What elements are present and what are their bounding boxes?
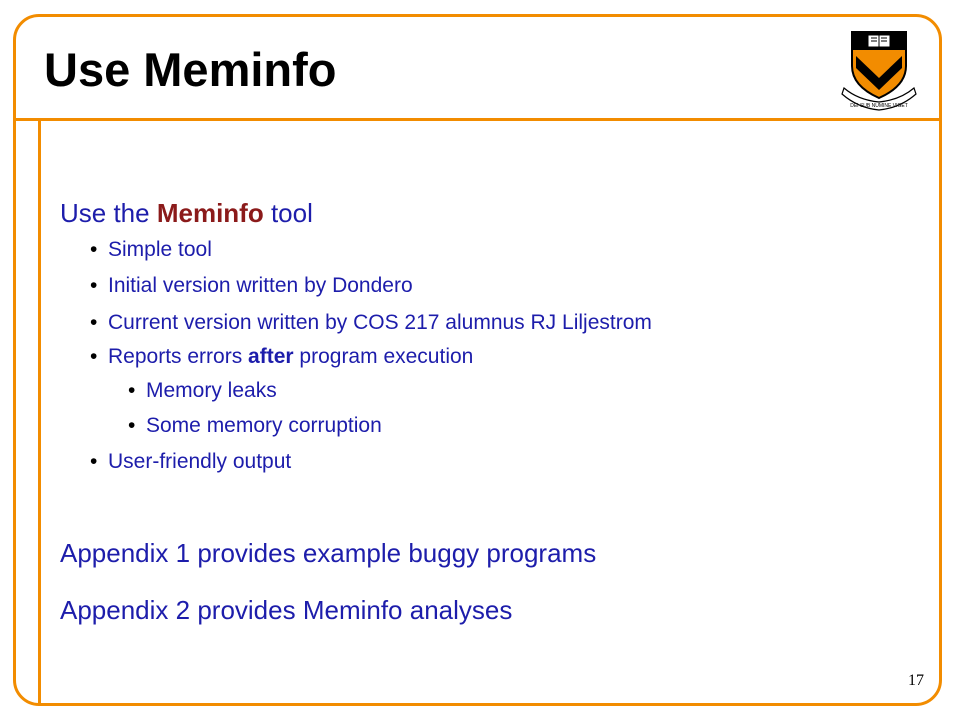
princeton-shield-icon [838,28,920,112]
appendix-line: Appendix 2 provides Meminfo analyses [60,595,513,625]
title-divider [16,118,942,121]
bullet-item: • Initial version written by Dondero [90,274,413,297]
main-point-suffix: tool [263,198,313,228]
main-point-prefix: Use the [60,198,157,228]
bullet-text: Initial version written by Dondero [108,274,413,297]
bullet-item: • User-friendly output [90,450,292,473]
sub-bullet-item: • Some memory corruption [128,414,382,437]
page-number: 17 [908,672,924,689]
bullet-text: Current version written by COS 217 alumnus RJ Liljestrom [108,311,652,334]
bullet-bold-after: after [248,345,294,368]
main-point [60,200,313,226]
bullet-text: Simple tool [108,238,212,261]
slide-title: Use Meminfo [44,43,337,96]
bullet-text: User-friendly output [108,450,292,473]
bullet-item: • Simple tool [90,238,212,261]
left-divider [38,118,41,706]
bullet-text-prefix: Reports errors [108,345,249,368]
sub-bullet-text: Memory leaks [146,379,277,402]
bullet-item: • Reports errors after program execution [90,345,474,368]
appendix-line: Appendix 1 provides example buggy programs [60,538,597,568]
bullet-text-suffix: program execution [293,345,474,368]
meminfo-emphasis: Meminfo [156,198,264,228]
bullet-item: • Current version written by COS 217 alumnus RJ Liljestrom [90,311,652,334]
sub-bullet-text: Some memory corruption [146,414,382,437]
sub-bullet-item: • Memory leaks [128,379,277,402]
logo-motto: DEI SUB NUMINE VIGET [850,103,908,109]
